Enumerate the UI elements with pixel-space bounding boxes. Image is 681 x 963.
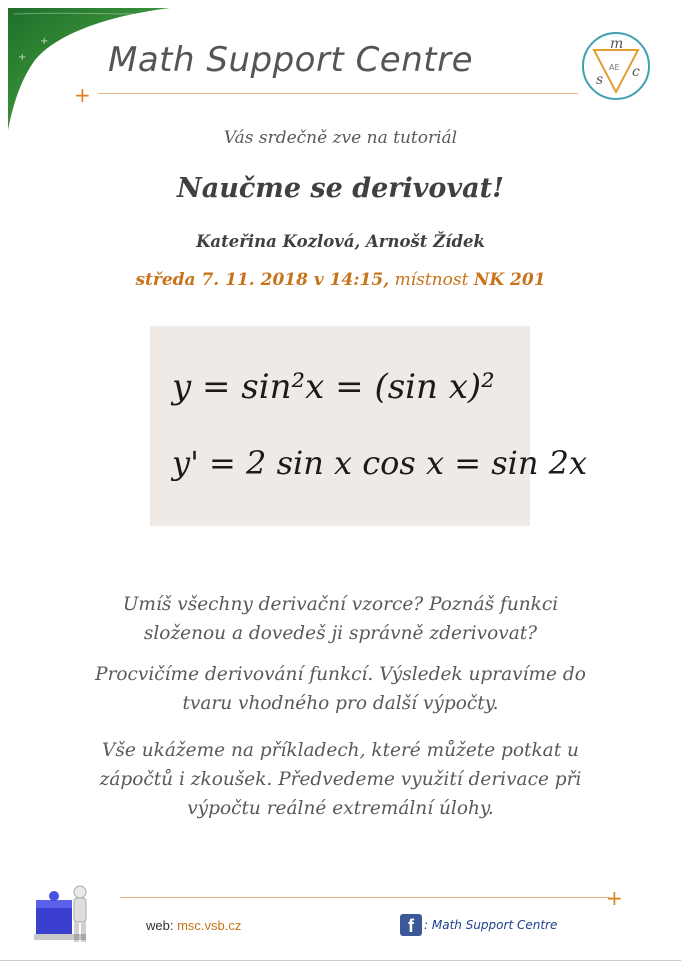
plus-icon: + bbox=[74, 83, 91, 107]
svg-text:+: + bbox=[60, 68, 69, 79]
logo-letter-m: m bbox=[610, 36, 624, 52]
paragraph-line: Vše ukážeme na příkladech, které můžete potkat u bbox=[102, 740, 579, 761]
facebook-link[interactable] bbox=[424, 918, 557, 932]
invitation-text: Vás srdečně zve na tutoriál bbox=[223, 128, 458, 148]
facebook-page-name[interactable]: Math Support Centre bbox=[431, 918, 558, 932]
paragraph-line: Umíš všechny derivační vzorce? Poznáš funkci bbox=[122, 594, 559, 615]
centre-title: Math Support Centre bbox=[108, 40, 474, 80]
paragraph-examples bbox=[0, 736, 681, 823]
footer-web bbox=[146, 918, 241, 933]
svg-text:+: + bbox=[18, 52, 27, 63]
paragraph-line: složenou a dovedeš ji správně zderivovat? bbox=[143, 623, 538, 644]
web-url-link[interactable]: msc.vsb.cz bbox=[177, 918, 242, 933]
facebook-icon[interactable]: f bbox=[400, 914, 422, 936]
formula-line-1: y = sin²x = (sin x)² bbox=[172, 367, 495, 407]
event-dateline bbox=[0, 270, 681, 290]
handwritten-formula-photo bbox=[150, 326, 588, 526]
tutorial-headline: Naučme se derivovat! bbox=[177, 173, 504, 204]
plus-icon: + bbox=[606, 886, 623, 910]
paragraph-line: zápočtů i zkoušek. Předvedeme využití derivace při bbox=[99, 769, 582, 790]
facebook-separator: : bbox=[424, 918, 429, 932]
logo-letter-ae: AE bbox=[609, 63, 620, 72]
authors: Kateřina Kozlová, Arnošt Žídek bbox=[196, 232, 485, 251]
svg-text:+: + bbox=[40, 36, 49, 47]
paragraph-line: Procvičíme derivování funkcí. Výsledek upravíme do bbox=[95, 664, 586, 685]
event-room-label: místnost bbox=[394, 270, 469, 290]
paragraph-line: výpočtu reálné extremální úlohy. bbox=[187, 798, 494, 819]
logo-letter-s: s bbox=[596, 72, 604, 88]
msc-logo bbox=[580, 30, 652, 102]
formula-line-2: y' = 2 sin x cos x = sin 2x bbox=[172, 444, 588, 482]
paragraph-line: tvaru vhodného pro další výpočty. bbox=[182, 693, 499, 714]
footer-rule bbox=[120, 897, 610, 898]
event-room: NK 201 bbox=[473, 270, 546, 290]
event-date-time: středa 7. 11. 2018 v 14:15, bbox=[135, 270, 390, 290]
page-bottom-border bbox=[0, 960, 681, 961]
header-rule bbox=[98, 93, 578, 94]
paragraph-questions bbox=[0, 590, 681, 648]
paragraph-practice bbox=[0, 660, 681, 718]
logo-letter-c: c bbox=[632, 64, 640, 80]
web-label: web: bbox=[146, 918, 174, 933]
puzzle-figure-icon bbox=[30, 878, 100, 948]
